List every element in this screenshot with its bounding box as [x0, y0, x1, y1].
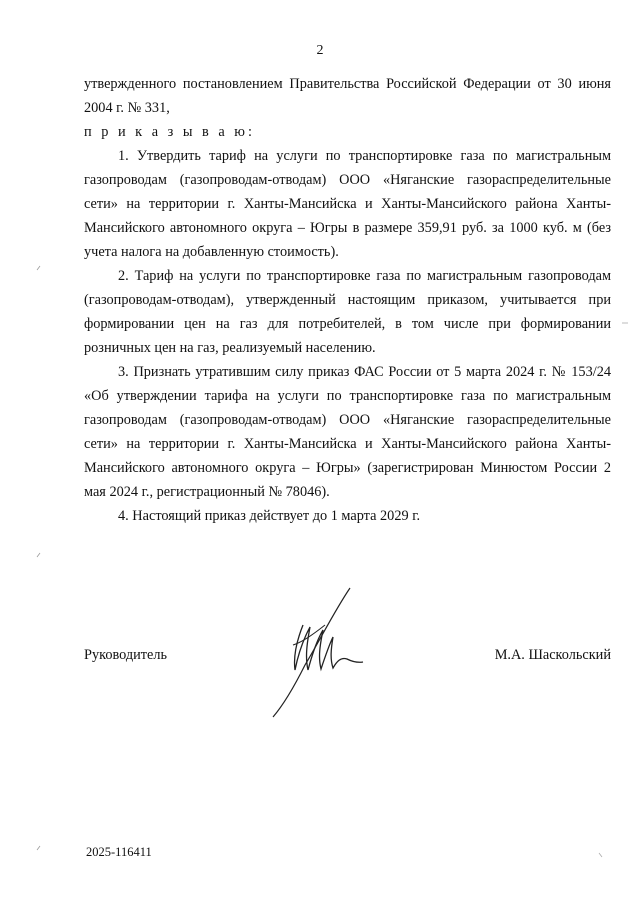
scan-speck-icon [36, 552, 42, 558]
order-word: п р и к а з ы в а ю: [84, 124, 255, 140]
scan-speck-icon [598, 852, 604, 858]
document-body [84, 72, 611, 528]
signatory-title: Руководитель [84, 647, 168, 663]
item-3-paragraph: 3. Признать утратившим силу приказ ФАС России от 5 марта 2024 г. № 153/24 «Об утверждении тарифа на услуги по транспортировке газа по магистральным газопроводам (газопроводам-отводам) ООО «Няганские газораспределительные сети» на территории г. Ханты-Мансийска и Ханты-Мансийского района Ханты-Мансийского автономного округа – Югры» (зарегистрирован Минюстом России 2 мая 2024 г., регистрационный № 78046). [84, 364, 611, 500]
item-2-paragraph: 2. Тариф на услуги по транспортировке газа по магистральным газопроводам (газопроводам-отводам), утвержденный настоящим приказом, учитывается при формировании цен на газ для потребителей, в том числе при формировании розничных цен на газ, реализуемый населению. [84, 268, 611, 356]
scan-speck-icon [622, 320, 628, 326]
handwritten-signature-icon [265, 585, 375, 720]
intro-paragraph: утвержденного постановлением Правительства Российской Федерации от 30 июня 2004 г. № 331, [84, 76, 611, 116]
signatory-name: М.А. Шаскольский [494, 647, 611, 663]
page-number: 2 [316, 43, 324, 58]
item-4-paragraph: 4. Настоящий приказ действует до 1 марта 2029 г. [118, 508, 421, 524]
item-1-paragraph: 1. Утвердить тариф на услуги по транспортировке газа по магистральным газопроводам (газопроводам-отводам) ООО «Няганские газораспределительные сети» на территории г. Ханты-Мансийска и Ханты-Мансийского района Ханты-Мансийского автономного округа – Югры в размере 359,91 руб. за 1000 куб. м (без учета налога на добавленную стоимость). [84, 148, 611, 260]
document-number: 2025-116411 [86, 845, 152, 859]
scan-speck-icon [36, 265, 42, 271]
scan-speck-icon [36, 845, 42, 851]
